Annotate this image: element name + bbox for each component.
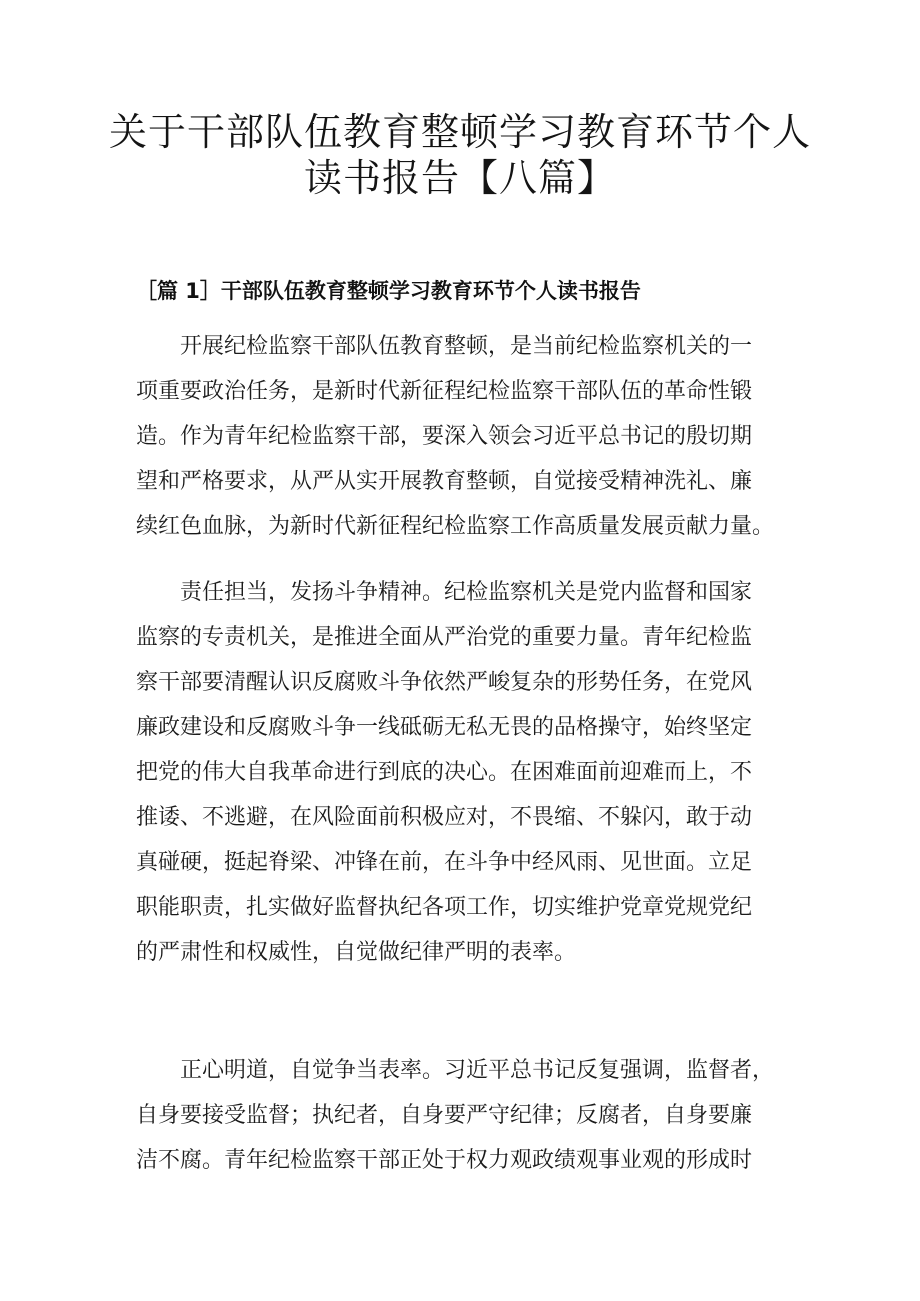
paragraph-line: 洁不腐。青年纪检监察干部正处于权力观政绩观事业观的形成时 — [136, 1148, 753, 1173]
paragraph-line: 造。作为青年纪检监察干部，要深入领会习近平总书记的殷切期 — [136, 424, 753, 449]
paragraph-line: 廉政建设和反腐败斗争一线砥砺无私无畏的品格操守，始终坚定 — [136, 715, 753, 740]
paragraph-line: 开展纪检监察干部队伍教育整顿，是当前纪检监察机关的一 — [180, 334, 753, 359]
section-heading: ［篇 1］干部队伍教育整顿学习教育环节个人读书报告 — [136, 279, 641, 303]
paragraph-line: 正心明道，自觉争当表率。习近平总书记反复强调，监督者， — [180, 1058, 775, 1083]
paragraph-line: 自身要接受监督；执纪者，自身要严守纪律；反腐者，自身要廉 — [136, 1103, 753, 1128]
paragraph-line: 职能职责，扎实做好监督执纪各项工作，切实维护党章党规党纪 — [136, 895, 753, 920]
paragraph-line: 的严肃性和权威性，自觉做纪律严明的表率。 — [136, 940, 577, 965]
paragraph-1 — [136, 324, 796, 549]
paragraph-line: 把党的伟大自我革命进行到底的决心。在困难面前迎难而上，不 — [136, 760, 753, 785]
paragraph-3 — [136, 1048, 796, 1183]
paragraph-line: 察干部要清醒认识反腐败斗争依然严峻复杂的形势任务，在党风 — [136, 670, 753, 695]
paragraph-line: 续红色血脉，为新时代新征程纪检监察工作高质量发展贡献力量。 — [136, 514, 775, 539]
paragraph-line: 真碰硬，挺起脊梁、冲锋在前，在斗争中经风雨、见世面。立足 — [136, 850, 753, 875]
document-title-line-2: 读书报告【八篇】 — [303, 156, 616, 200]
paragraph-2 — [136, 570, 796, 975]
paragraph-line: 项重要政治任务，是新时代新征程纪检监察干部队伍的革命性锻 — [136, 379, 753, 404]
paragraph-line: 望和严格要求，从严从实开展教育整顿，自觉接受精神洗礼、廉 — [136, 469, 753, 494]
paragraph-line: 监察的专责机关，是推进全面从严治党的重要力量。青年纪检监 — [136, 625, 753, 650]
paragraph-line: 责任担当，发扬斗争精神。纪检监察机关是党内监督和国家 — [180, 580, 753, 605]
paragraph-line: 推诿、不逃避，在风险面前积极应对，不畏缩、不躲闪，敢于动 — [136, 805, 753, 830]
document-title-line-1: 关于干部队伍教育整顿学习教育环节个人 — [108, 110, 811, 154]
